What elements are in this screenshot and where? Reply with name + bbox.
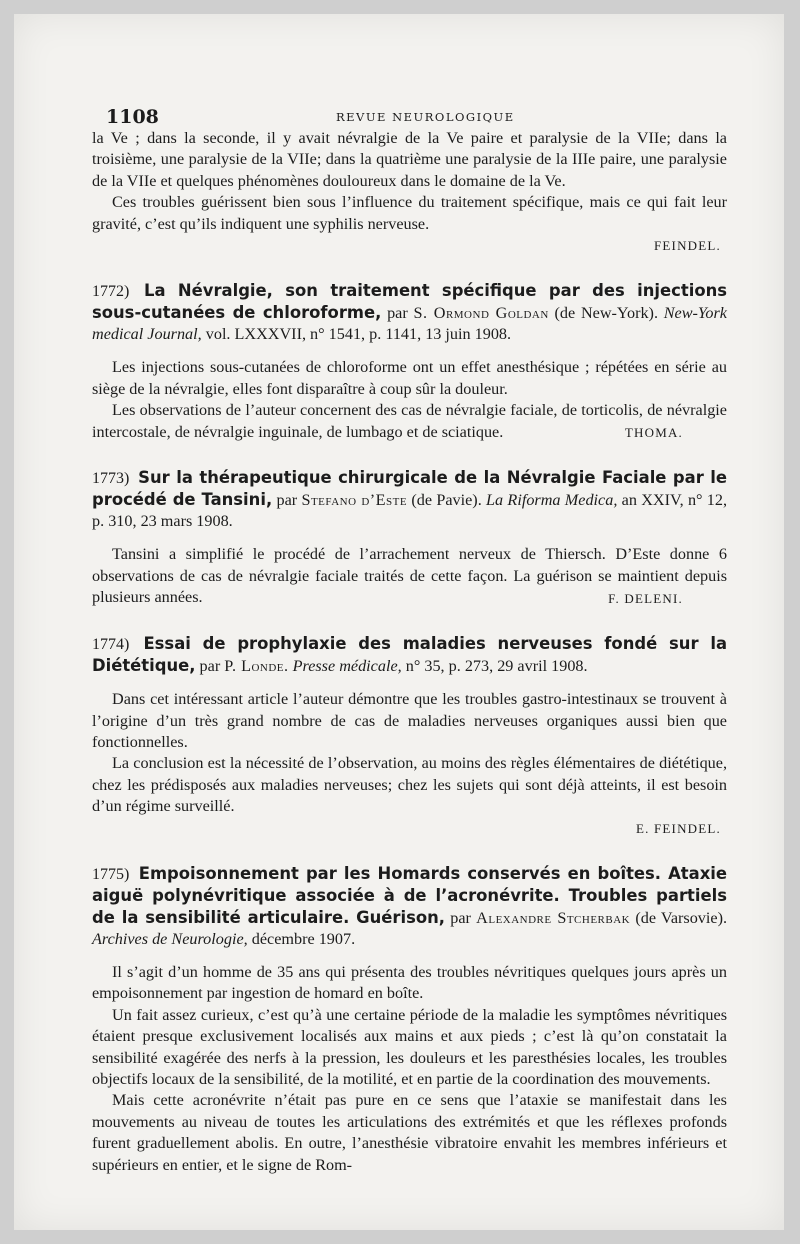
article-journal: Archives de Neurologie, <box>92 929 248 948</box>
article-author: P. Londe. <box>224 657 289 676</box>
article-origin: (de Varsovie). <box>635 908 728 927</box>
article-journal: New-York medical Journal, <box>92 304 727 344</box>
signature: E. FEINDEL. <box>635 820 721 836</box>
article-heading <box>92 467 727 532</box>
article-heading <box>92 633 727 677</box>
article-number: 1775) <box>92 865 130 883</box>
article-author: Alexandre Stcherbak <box>476 908 631 927</box>
article-journal: La Riforma Medica, <box>486 491 618 510</box>
article-heading <box>92 280 727 345</box>
article-paragraph: Il s’agit d’un homme de 35 ans qui présenta des troubles névritiques quelques jours après un empoisonnement par ingestion de homard en boîte. <box>92 962 727 1003</box>
article-paragraph: Les observations de l’auteur concernent des cas de névralgie faciale, de torticolis, de névralgie intercostale, de névralgie inguinale, de lumbago et de sciatique. <box>92 401 727 441</box>
article-author: Stefano d’Este <box>301 491 408 510</box>
article-1775 <box>92 863 727 1176</box>
article-number: 1772) <box>92 283 130 301</box>
article-title: Sur la thérapeutique chirurgicale de la Névralgie Faciale par le procédé de Tansini, <box>92 468 728 510</box>
running-title: REVUE NEUROLOGIQUE <box>336 110 515 124</box>
article-author: S. Ormond Goldan <box>413 304 549 323</box>
signature: FEINDEL. <box>653 238 721 254</box>
page-body <box>92 128 727 1176</box>
article-title: Empoisonnement par les Homards conservés en boîtes. Ataxie aiguë polynévritique associée à de l’acronévrite. Troubles partiels de la sensibilité articulaire. Guérison, <box>92 863 728 927</box>
article-paragraph: Un fait assez curieux, c’est qu’à une certaine période de la maladie les symptômes névritiques étaient presque exclusivement localisés aux mains et aux pieds ; c’est là qu’on constatait la sensibilité exagérée des nerfs à la pression, les douleurs et les paresthésies locales, les troubles objectifs locaux de la sensibilité, de la motilité, et en partie de la coordination des mouvements. <box>92 1005 727 1088</box>
article-journal: Presse médicale, <box>292 657 402 676</box>
article-by: par <box>450 908 471 927</box>
intro-paragraph: la Ve ; dans la seconde, il y avait névralgie de la Ve paire et paralysie de la VIIe; dans la troisième, une paralysie de la VIIe; dans la quatrième une paralysie de la IIIe paire, une paralysie de la VIIe et quelques phénomènes douloureux dans le domaine de la Ve. <box>92 129 727 190</box>
signature: F. DELENI. <box>608 590 683 606</box>
article-paragraph: Dans cet intéressant article l’auteur démontre que les troubles gastro-intestinaux se trouvent à l’origine d’un très grand nombre de cas de maladies nerveuses organiques aussi bien que fonctionnelles. <box>92 690 727 751</box>
article-reference: décembre 1907. <box>251 929 356 948</box>
article-heading <box>92 863 727 950</box>
page-header <box>106 106 726 130</box>
signature: THOMA. <box>624 425 683 441</box>
article-reference: vol. LXXXVII, n° 1541, p. 1141, 13 juin 1908. <box>205 325 512 344</box>
page-number: 1108 <box>106 106 159 128</box>
article-paragraph: La conclusion est la nécessité de l’observation, au moins des règles élémentaires de diététique, chez les prédisposés aux maladies nerveuses; chez les sujets qui sont déjà atteints, il est besoin d’un régime surveillé. <box>92 754 727 816</box>
article-number: 1774) <box>92 636 130 654</box>
article-by: par <box>276 491 298 510</box>
article-1773 <box>92 467 727 609</box>
article-paragraph: Mais cette acronévrite n’était pas pure en ce sens que l’ataxie se manifestait dans les mouvements au niveau de toutes les articulations des extrémités et que les réflexes profonds furent graduellement abolis. En outre, l’anesthésie vibratoire envahit les membres inférieurs et supérieurs en entier, et le signe de Rom- <box>92 1091 727 1174</box>
article-origin: (de New-York). <box>554 304 658 323</box>
article-by: par <box>387 304 408 323</box>
article-1772 <box>92 280 727 443</box>
article-paragraph: Tansini a simplifié le procédé de l’arrachement nerveux de Thiersch. D’Este donne 6 observations de cas de névralgie faciale traités de cette façon. La guérison se maintient depuis plusieurs années. <box>92 545 727 607</box>
article-reference: an XXIV, n° 12, p. 310, 23 mars 1908. <box>92 491 728 531</box>
intro-paragraph: Ces troubles guérissent bien sous l’influence du traitement spécifique, mais ce qui fait leur gravité, c’est qu’ils indiquent une syphilis nerveuse. <box>92 193 727 233</box>
article-title: La Névralgie, son traitement spécifique par des injections sous-cutanées de chloroforme, <box>92 281 728 323</box>
article-by: par <box>199 657 221 676</box>
article-1774 <box>92 633 727 839</box>
article-origin: (de Pavie). <box>411 491 482 510</box>
article-paragraph: Les injections sous-cutanées de chloroforme ont un effet anesthésique ; répétées en série au siège de la névralgie, elles font disparaître à coup sûr la douleur. <box>92 358 727 398</box>
article-reference: n° 35, p. 273, 29 avril 1908. <box>405 657 588 676</box>
article-number: 1773) <box>92 470 130 488</box>
article-title: Essai de prophylaxie des maladies nerveuses fondé sur la Diététique, <box>92 634 728 676</box>
